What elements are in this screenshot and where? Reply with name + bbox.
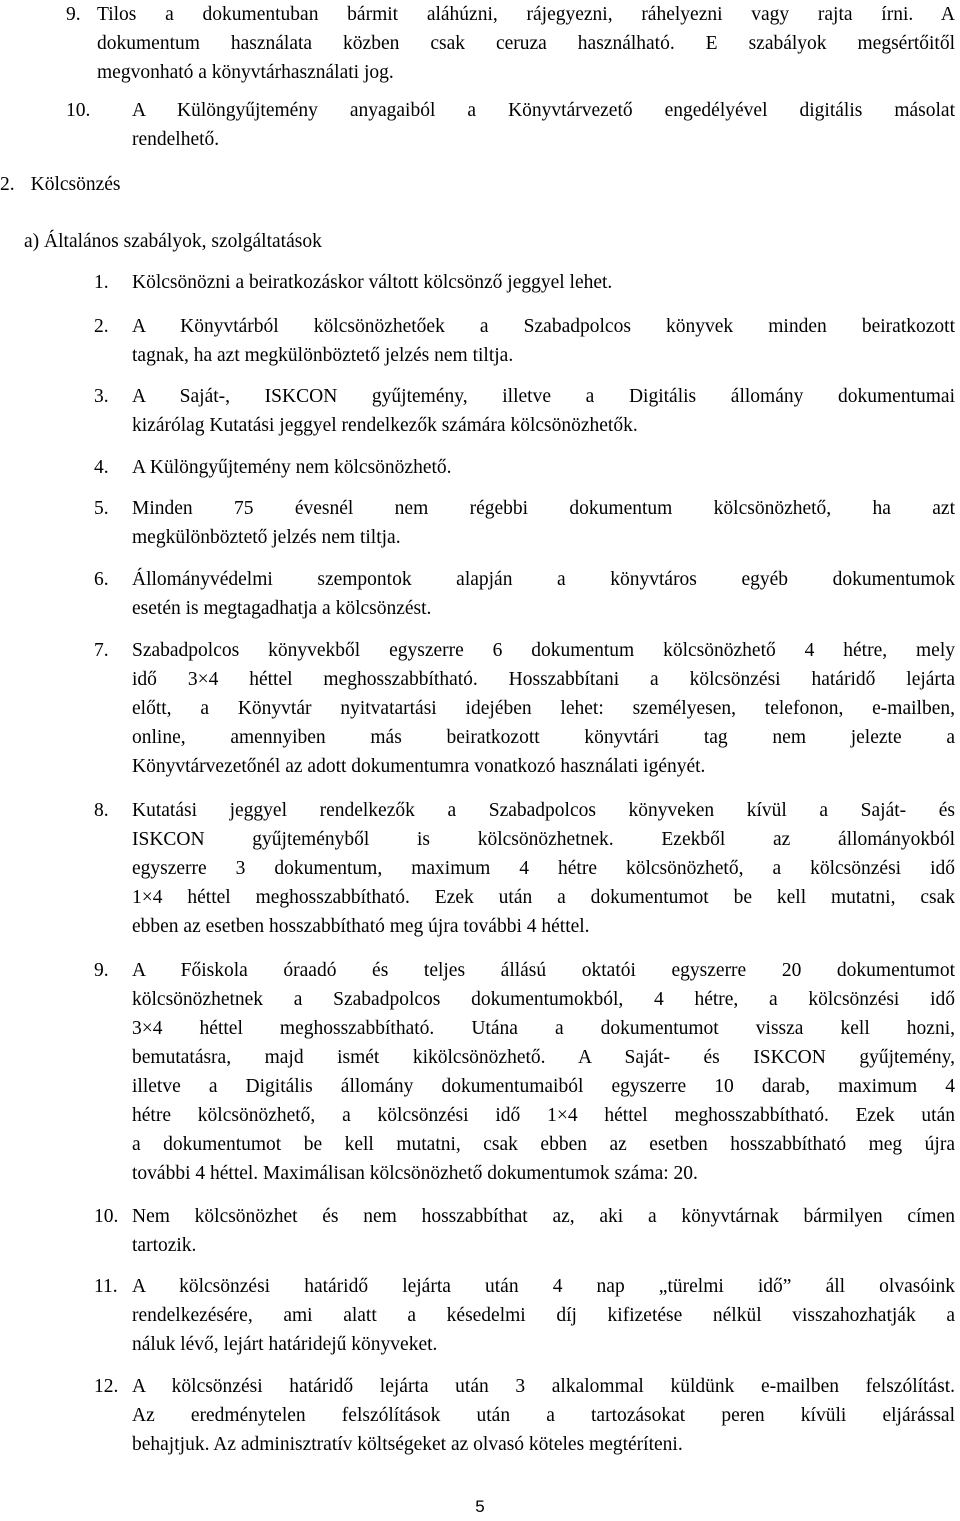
text-line: A Saját-, ISKCON gyűjtemény, illetve a Digitális állomány dokumentumai xyxy=(132,386,955,407)
section-heading xyxy=(0,170,121,199)
list-item-text xyxy=(97,0,955,87)
text-line: 3×4 héttel meghosszabbítható. Utána a dokumentumot vissza kell hozni, xyxy=(132,1018,955,1039)
rule-number: 6. xyxy=(94,569,109,590)
rule-number: 2. xyxy=(94,316,109,337)
text-line: egyszerre 3 dokumentum, maximum 4 hétre kölcsönözhető, a kölcsönzési idő xyxy=(132,858,955,879)
text-line: ISKCON gyűjteményből is kölcsönözhetnek. Ezekből az állományokból xyxy=(132,829,955,850)
rule-number: 11. xyxy=(94,1276,118,1297)
text-line: A kölcsönzési határidő lejárta után 4 nap „türelmi idő” áll olvasóink xyxy=(132,1276,955,1297)
text-line: Tilos a dokumentuban bármit aláhúzni, rájegyezni, ráhelyezni vagy rajta írni. A xyxy=(97,4,955,25)
rule-number: 7. xyxy=(94,640,109,661)
text-line: illetve a Digitális állomány dokumentumaiból egyszerre 10 darab, maximum 4 xyxy=(132,1076,955,1097)
rule-text xyxy=(132,494,955,552)
text-line: Szabadpolcos könyvekből egyszerre 6 dokumentum kölcsönözhető 4 hétre, mely xyxy=(132,640,955,661)
rule-text xyxy=(132,565,955,623)
text-line: megkülönböztető jelzés nem tiltja. xyxy=(132,527,401,548)
rule-number: 12. xyxy=(94,1376,119,1397)
text-line: megvonható a könyvtárhasználati jog. xyxy=(97,62,394,83)
text-line: további 4 héttel. Maximálisan kölcsönözhető dokumentumok száma: 20. xyxy=(132,1163,698,1184)
text-line: Könyvtárvezetőnél az adott dokumentumra vonatkozó használati igényét. xyxy=(132,756,706,777)
text-line: idő 3×4 héttel meghosszabbítható. Hosszabbítani a kölcsönzési határidő lejárta xyxy=(132,669,955,690)
text-line: A Főiskola óraadó és teljes állású oktatói egyszerre 20 dokumentumot xyxy=(132,960,955,981)
text-line: náluk lévő, lejárt határidejű könyveket. xyxy=(132,1334,438,1355)
text-line: dokumentum használata közben csak ceruza használható. E szabályok megsértőitől xyxy=(97,33,955,54)
text-line: kölcsönözhetnek a Szabadpolcos dokumentumokból, 4 hétre, a kölcsönzési idő xyxy=(132,989,955,1010)
text-line: A kölcsönzési határidő lejárta után 3 alkalommal küldünk e-mailben felszólítást. xyxy=(132,1376,955,1397)
text-line: a dokumentumot be kell mutatni, csak ebben az esetben hosszabbítható meg újra xyxy=(132,1134,955,1155)
rule-text xyxy=(132,268,955,297)
rule-number: 4. xyxy=(94,457,109,478)
rule-text xyxy=(132,1272,955,1359)
text-line: rendelhető. xyxy=(132,129,220,150)
text-line: Állományvédelmi szempontok alapján a könyvtáros egyéb dokumentumok xyxy=(132,569,955,590)
text-line: A Különgyűjtemény nem kölcsönözhető. xyxy=(132,457,452,478)
text-line: Az eredménytelen felszólítások után a tartozásokat peren kívüli eljárással xyxy=(132,1405,955,1426)
text-line: A Különgyűjtemény anyagaiból a Könyvtárvezető engedélyével digitális másolat xyxy=(132,100,955,121)
rule-text xyxy=(132,796,955,941)
rule-text xyxy=(132,1372,955,1459)
rule-number: 10. xyxy=(94,1206,119,1227)
text-line: esetén is megtagadhatja a kölcsönzést. xyxy=(132,598,432,619)
rule-text xyxy=(132,382,955,440)
text-line: tagnak, ha azt megkülönböztető jelzés nem tiltja. xyxy=(132,345,514,366)
section-number: 2. xyxy=(0,174,15,195)
text-line: 1×4 héttel meghosszabbítható. Ezek után a dokumentumot be kell mutatni, csak xyxy=(132,887,955,908)
text-line: online, amennyiben más beiratkozott könyvtári tag nem jelezte a xyxy=(132,727,955,748)
subsection-heading: a) Általános szabályok, szolgáltatások xyxy=(24,231,322,252)
text-line: Kutatási jeggyel rendelkezők a Szabadpolcos könyveken kívül a Saját- és xyxy=(132,800,955,821)
text-line: behajtjuk. Az adminisztratív költségeket az olvasó köteles megtéríteni. xyxy=(132,1434,683,1455)
rule-number: 8. xyxy=(94,800,109,821)
text-line: ebben az esetben hosszabbítható meg újra további 4 héttel. xyxy=(132,916,590,937)
rule-text xyxy=(132,1202,955,1260)
section-title: Kölcsönzés xyxy=(30,174,121,195)
text-line: bemutatásra, majd ismét kikölcsönözhető. A Saját- és ISKCON gyűjtemény, xyxy=(132,1047,955,1068)
text-line: Minden 75 évesnél nem régebbi dokumentum kölcsönözhető, ha azt xyxy=(132,498,955,519)
rule-text xyxy=(132,956,955,1188)
text-line: tartozik. xyxy=(132,1235,197,1256)
rule-number: 5. xyxy=(94,498,109,519)
text-line: előtt, a Könyvtár nyitvatartási idejében lehet: személyesen, telefonon, e-mailben, xyxy=(132,698,955,719)
rule-number: 1. xyxy=(94,272,109,293)
rule-number: 3. xyxy=(94,386,109,407)
list-item-number: 9. xyxy=(66,4,81,25)
page-number: 5 xyxy=(475,1497,485,1516)
text-line: Kölcsönözni a beiratkozáskor váltott kölcsönző jeggyel lehet. xyxy=(132,272,613,293)
text-line: rendelkezésére, ami alatt a késedelmi díj kifizetése nélkül visszahozhatják a xyxy=(132,1305,955,1326)
text-line: A Könyvtárból kölcsönözhetőek a Szabadpolcos könyvek minden beiratkozott xyxy=(132,316,955,337)
text-line: hétre kölcsönözhető, a kölcsönzési idő 1×4 héttel meghosszabbítható. Ezek után xyxy=(132,1105,955,1126)
list-item-text xyxy=(132,96,955,154)
text-line: Nem kölcsönözhet és nem hosszabbíthat az, aki a könyvtárnak bármilyen címen xyxy=(132,1206,955,1227)
rule-number: 9. xyxy=(94,960,109,981)
rule-text xyxy=(132,636,955,781)
text-line: kizárólag Kutatási jeggyel rendelkezők számára kölcsönözhetők. xyxy=(132,415,638,436)
rule-text xyxy=(132,312,955,370)
list-item-number: 10. xyxy=(66,100,91,121)
rule-text xyxy=(132,453,955,482)
